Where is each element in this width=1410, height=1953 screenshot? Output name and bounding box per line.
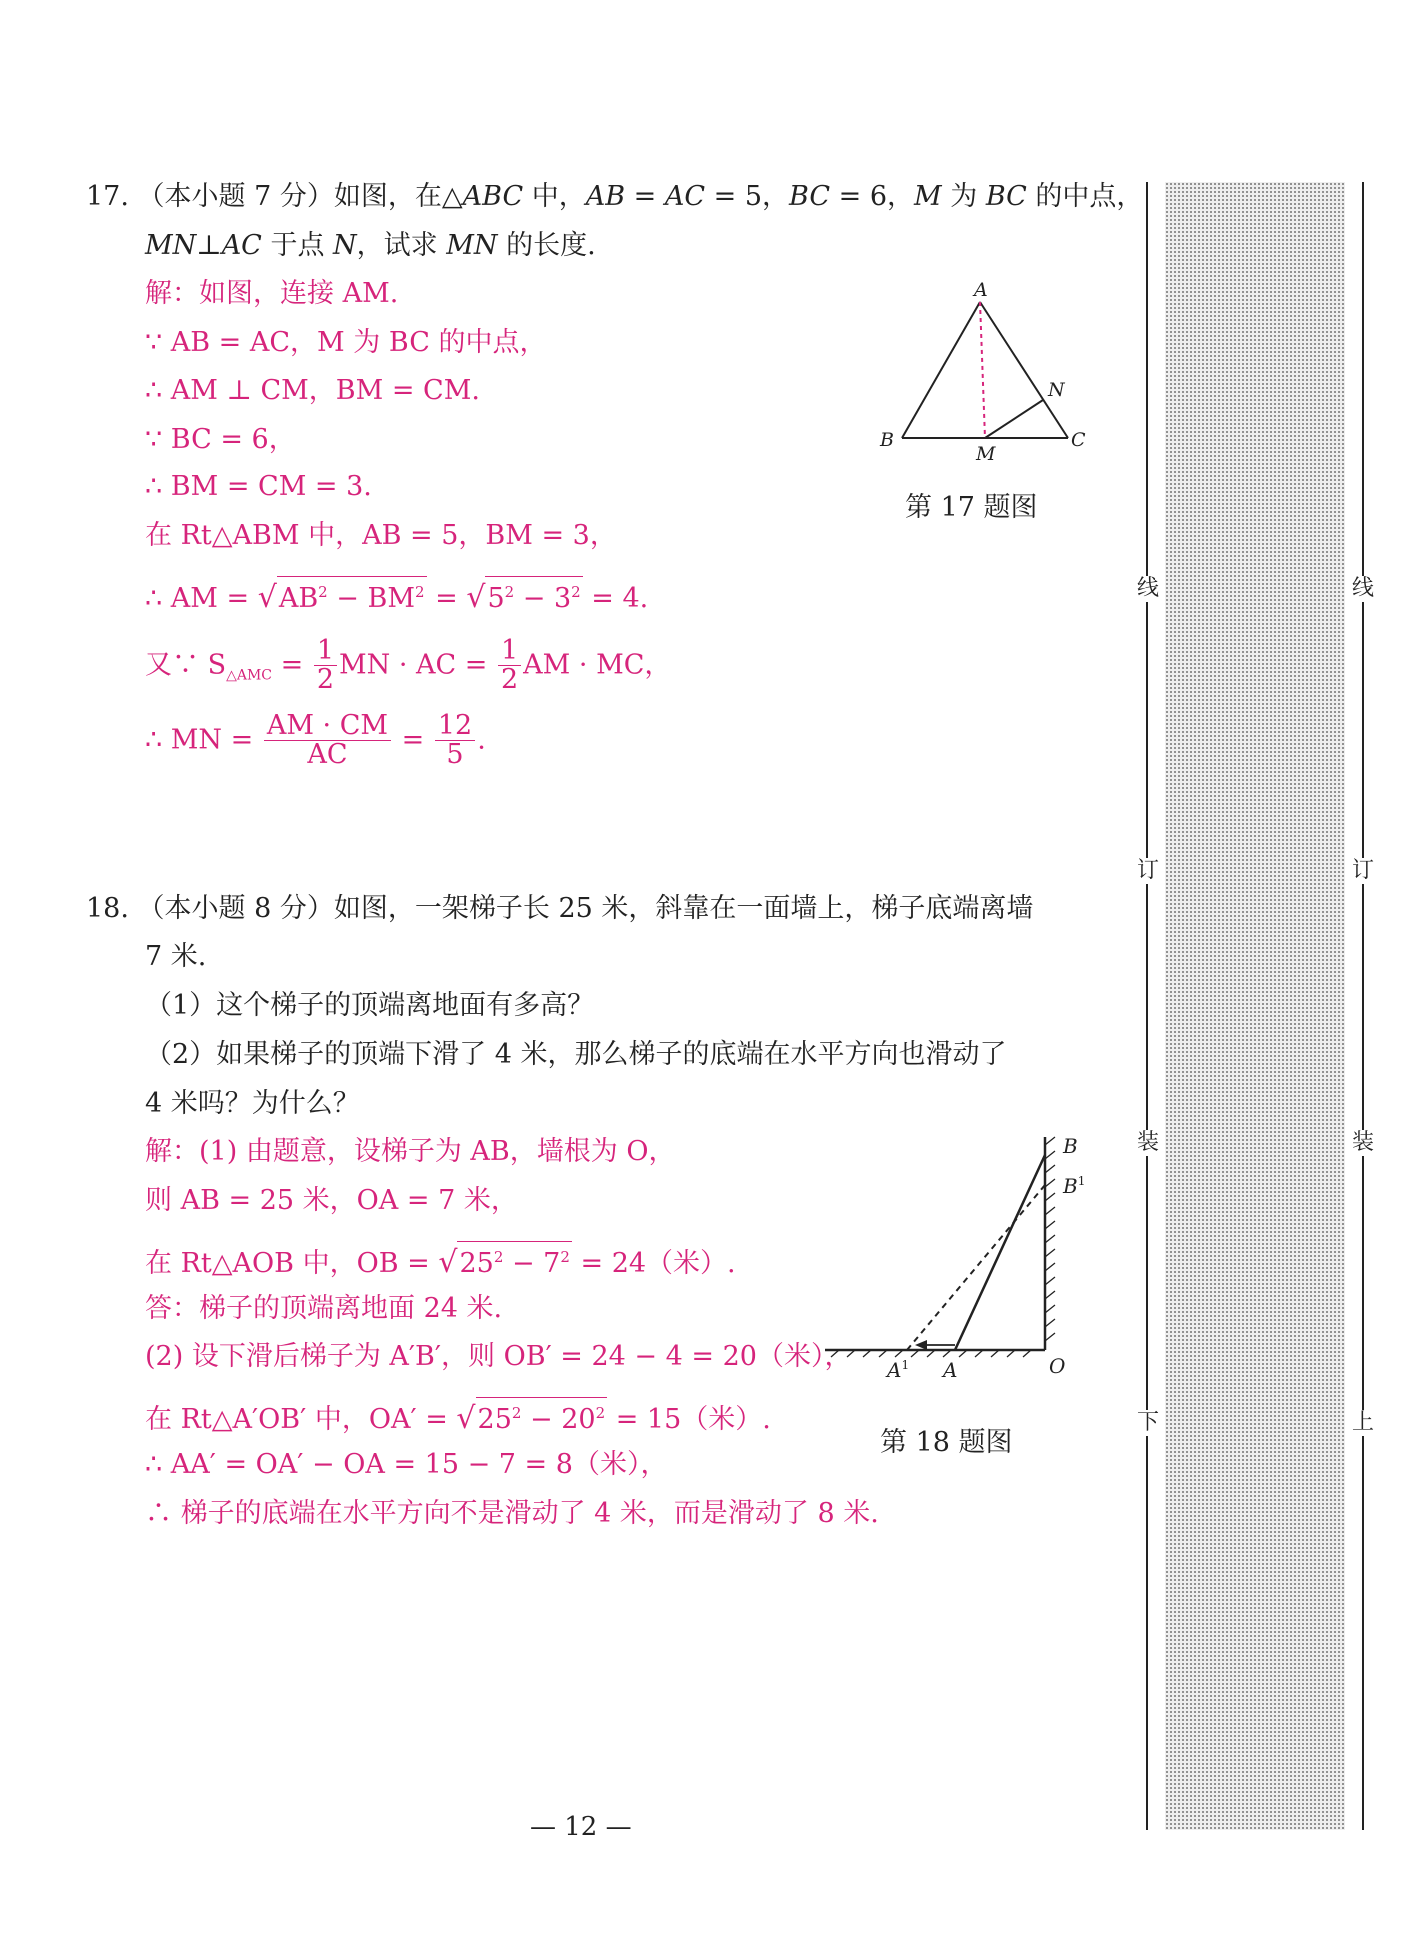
q18-caption: 第 18 题图 <box>880 1427 1013 1458</box>
q17-sol-text: MN · AC = <box>339 649 496 681</box>
q18-sol-text: 在 Rt△AOB 中，OB = <box>145 1248 439 1279</box>
q17-sol-line9 <box>145 712 486 770</box>
binding-line-right <box>1362 182 1364 1830</box>
sqrt-sign: √ <box>257 580 277 615</box>
q17-text: = 5， <box>705 181 790 212</box>
q17-sol-line4: ∵ BC = 6， <box>145 424 296 455</box>
q17-caption: 第 17 题图 <box>905 492 1038 523</box>
numerator: 1 <box>314 637 337 666</box>
sqrt-body <box>457 1241 571 1279</box>
arrow-head <box>915 1340 927 1350</box>
label-a: A <box>974 279 988 301</box>
q18-number: 18. <box>86 893 129 924</box>
q18-sol-line8: ∴ 梯子的底端在水平方向不是滑动了 4 米，而是滑动了 8 米. <box>145 1498 879 1529</box>
denominator: 2 <box>500 664 519 696</box>
q17-text: MN <box>446 230 498 261</box>
label-c: C <box>1071 429 1086 451</box>
q18-sol-text: = 15（米）. <box>607 1404 771 1435</box>
numerator: AM · CM <box>264 712 391 741</box>
q17-text: ，试求 <box>356 230 447 261</box>
q17-sol-text: 又∵ S <box>145 649 227 681</box>
subscript: △AMC <box>226 667 273 684</box>
q18-part1: （1）这个梯子的顶端离地面有多高？ <box>145 990 595 1021</box>
exponent: 2 <box>571 583 581 601</box>
q17-sol-text: − 3 <box>514 583 572 614</box>
q17-text: ⊥ <box>196 230 222 261</box>
label-b1 <box>1062 1174 1085 1198</box>
q18-sol-line3 <box>145 1241 736 1281</box>
label-a: A <box>943 1358 958 1382</box>
label-a1 <box>885 1358 909 1382</box>
q17-text: = 6， <box>830 181 914 212</box>
label-b1-sup: 1 <box>1077 1174 1086 1188</box>
q17-text: ABC <box>462 181 524 212</box>
q17-number: 17. <box>86 181 129 212</box>
numerator: 1 <box>498 637 521 666</box>
denominator: 5 <box>446 739 464 771</box>
segment-mn <box>985 400 1043 438</box>
exponent: 2 <box>493 1248 504 1266</box>
q17-text: 的长度. <box>497 230 596 261</box>
sqrt-sign: √ <box>456 1401 476 1436</box>
binding-strip <box>1165 182 1345 1830</box>
label-o: O <box>1049 1354 1066 1378</box>
label-a1-letter: A <box>887 1358 902 1382</box>
q17-sol-text: = <box>272 649 312 681</box>
fraction <box>498 637 521 695</box>
q17-text: M <box>914 181 942 212</box>
denominator: 2 <box>316 664 335 696</box>
exponent: 2 <box>560 1248 570 1266</box>
q17-text: 于点 <box>261 230 334 261</box>
q17-sol-text: ∴ AM = <box>145 583 258 614</box>
denominator: AC <box>307 739 348 771</box>
binding-char-left-ding: 订 <box>1133 858 1163 884</box>
binding-char-right-zhuang: 装 <box>1348 1130 1378 1156</box>
numerator: 12 <box>435 712 475 741</box>
q18-sol-text: 在 Rt△A′OB′ 中，OA′ = <box>145 1404 457 1435</box>
binding-char-right-shang: 上 <box>1348 1410 1378 1436</box>
sqrt-body <box>485 576 582 614</box>
sqrt-body <box>277 576 427 614</box>
exponent: 2 <box>511 1404 522 1422</box>
q17-sol-text: − BM <box>327 583 415 614</box>
q17-sol-text: AB <box>278 583 319 614</box>
page-number: — 12 — <box>530 1812 632 1842</box>
q18-stem-line1 <box>86 892 1033 926</box>
exponent: 2 <box>504 583 515 601</box>
q18-figure <box>815 1125 1105 1390</box>
q17-text: BC <box>985 181 1027 212</box>
sqrt-sign: √ <box>438 1245 458 1280</box>
q18-sol-line6 <box>145 1397 771 1437</box>
q18-sol-text: 25 <box>477 1404 512 1435</box>
q17-sol-text: = 4. <box>582 583 649 614</box>
q17-figure <box>870 270 1100 470</box>
q18-sol-text: − 20 <box>521 1404 596 1435</box>
ladder-a1b1 <box>907 1185 1045 1350</box>
side-ac <box>980 302 1068 438</box>
q17-stem-line2 <box>145 229 596 263</box>
sqrt-sign: √ <box>466 580 486 615</box>
side-ab <box>902 302 980 438</box>
q18-sol-text: − 7 <box>503 1248 561 1279</box>
exponent: 2 <box>415 583 425 601</box>
label-b: B <box>880 429 894 451</box>
q17-text: AB = AC <box>585 181 706 212</box>
label-b: B <box>1063 1134 1078 1158</box>
q17-sol-line1: 解：如图，连接 AM. <box>145 278 399 309</box>
q17-sol-line5: ∴ BM = CM = 3. <box>145 471 372 502</box>
q17-sol-line3: ∴ AM ⊥ CM，BM = CM. <box>145 375 480 406</box>
segment-am <box>980 302 985 438</box>
q17-sol-line2: ∵ AB = AC，M 为 BC 的中点， <box>145 327 547 358</box>
fraction <box>264 712 391 770</box>
exponent: 2 <box>318 583 328 601</box>
q18-sol-line5: (2) 设下滑后梯子为 A′B′，则 OB′ = 24 − 4 = 20（米）， <box>145 1341 852 1372</box>
q18-sol-line1: 解：(1) 由题意，设梯子为 AB，墙根为 O， <box>145 1136 676 1167</box>
q17-text: 为 <box>941 181 986 212</box>
binding-char-left-xian: 线 <box>1133 576 1163 602</box>
q17-text: 中， <box>523 181 586 212</box>
exponent: 2 <box>595 1404 606 1422</box>
q18-sol-line4: 答：梯子的顶端离地面 24 米. <box>145 1293 503 1324</box>
q18-part2-line1: （2）如果梯子的顶端下滑了 4 米，那么梯子的底端在水平方向也滑动了 <box>145 1039 1007 1070</box>
binding-char-left-zhuang: 装 <box>1133 1130 1163 1156</box>
q17-sol-text: = <box>393 724 433 756</box>
ladder-ab <box>955 1155 1045 1350</box>
q17-text: N <box>333 230 357 261</box>
q17-text: AC <box>221 230 262 261</box>
q17-text: BC <box>789 181 831 212</box>
fraction <box>314 637 337 695</box>
q18-stem-line2: 7 米. <box>145 941 207 972</box>
label-a1-sup: 1 <box>901 1358 910 1372</box>
q17-stem-line1 <box>86 180 1143 214</box>
q17-text: 的中点， <box>1026 181 1144 212</box>
fraction <box>435 712 475 770</box>
q18-sol-text: 25 <box>459 1248 494 1279</box>
label-m: M <box>976 443 996 465</box>
q18-sol-text: = 24（米）. <box>571 1248 736 1279</box>
label-n: N <box>1048 379 1065 401</box>
q17-sol-line8 <box>145 637 671 696</box>
q17-sol-line7: ∴ AM = $√AB^2 - BM^2 = √5^2 - 3^2 = 4$. <box>145 576 648 616</box>
q17-sol-text: ∴ MN = <box>145 724 262 756</box>
label-b1-letter: B <box>1063 1174 1078 1198</box>
q17-sol-line6: 在 Rt△ABM 中，AB = 5，BM = 3， <box>145 520 617 551</box>
q17-sol-text: AM · MC， <box>523 649 672 681</box>
q18-sol-line2: 则 AB = 25 米，OA = 7 米， <box>145 1185 518 1216</box>
q17-text: （本小题 7 分）如图，在△ <box>137 181 463 212</box>
q17-text: MN <box>145 230 197 261</box>
q18-text: （本小题 8 分）如图，一架梯子长 25 米，斜靠在一面墙上，梯子底端离墙 <box>137 893 1034 924</box>
q18-part2-line2: 4 米吗？为什么？ <box>145 1088 360 1119</box>
binding-char-left-xia: 下 <box>1133 1410 1163 1436</box>
wall-hatching <box>1045 1137 1055 1341</box>
q17-sol-text: 5 <box>487 583 505 614</box>
q18-sol-line7: ∴ AA′ = OA′ − OA = 15 − 7 = 8（米）， <box>145 1449 668 1480</box>
binding-char-right-xian: 线 <box>1348 576 1378 602</box>
binding-line-left <box>1146 182 1148 1830</box>
sqrt-body <box>476 1397 608 1435</box>
binding-char-right-ding: 订 <box>1348 858 1378 884</box>
q17-sol-text: . <box>477 724 486 756</box>
